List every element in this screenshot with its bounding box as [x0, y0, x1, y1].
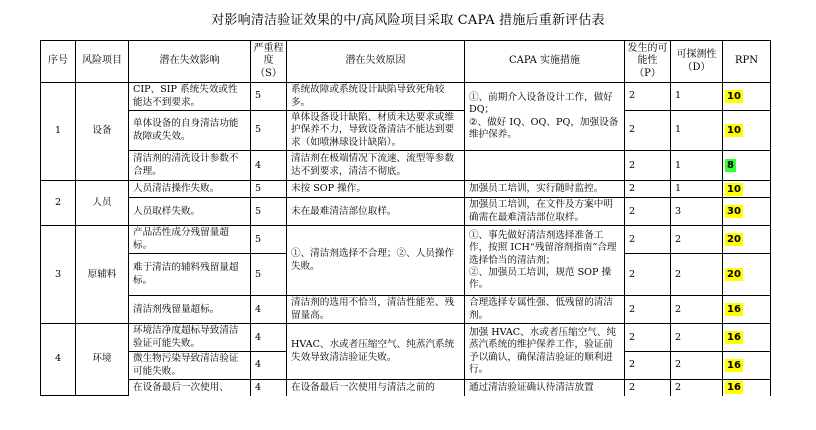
- rpn-cell: [723, 198, 771, 226]
- rpn-cell: [723, 226, 771, 254]
- header-occurrence: 发生的可能性（P）: [625, 41, 671, 83]
- page-title: 对影响清洁验证效果的中/高风险项目采取 CAPA 措施后重新评估表: [211, 13, 605, 28]
- table-row: [41, 181, 771, 198]
- occurrence-cell: 2: [625, 83, 671, 111]
- rpn-cell: [723, 83, 771, 111]
- effect-cell: 清洁剂的清洗设计参数不合理。: [129, 151, 251, 181]
- cause-cell: 在设备最后一次使用与清洁之前的: [287, 380, 465, 396]
- severity-cell: 5: [251, 111, 287, 151]
- cause-cell: 清洁剂在极端情况下流速、流型等参数达不到要求，清洁不彻底。: [287, 151, 465, 181]
- table-row: [41, 198, 771, 226]
- rpn-cell: [723, 380, 771, 396]
- risk-assessment-table: [40, 40, 771, 396]
- cause-cell: 未在最难清洁部位取样。: [287, 198, 465, 226]
- severity-cell: 4: [251, 380, 287, 396]
- table-row: [41, 83, 771, 111]
- severity-cell: 4: [251, 324, 287, 352]
- cause-cell: 未按 SOP 操作。: [287, 181, 465, 198]
- severity-cell: 5: [251, 198, 287, 226]
- severity-cell: 4: [251, 352, 287, 380]
- capa-cell: 通过清洁验证确认待清洁放置: [465, 380, 625, 396]
- cause-cell: 清洁剂的选用不恰当，清洁性能差、残留量高。: [287, 296, 465, 324]
- header-no: 序号: [41, 41, 76, 83]
- detectability-cell: 1: [671, 151, 723, 181]
- rpn-badge: 16: [727, 304, 741, 316]
- rpn-cell: [723, 151, 771, 181]
- header-risk-item: 风险项目: [76, 41, 129, 83]
- header-effect: 潜在失效影响: [129, 41, 251, 83]
- severity-cell: 5: [251, 181, 287, 198]
- capa-cell: 加强 HVAC、水或者压缩空气、纯蒸汽系统的维护保养工作，验证前予以确认，确保清洁验证的顺利进行。: [465, 324, 625, 380]
- header-severity: 严重程度（S）: [251, 41, 287, 83]
- effect-cell: 产品活性成分残留量超标。: [129, 226, 251, 254]
- severity-cell: 4: [251, 151, 287, 181]
- table-row: [41, 324, 771, 352]
- header-capa: CAPA 实施措施: [465, 41, 625, 83]
- rpn-cell: [723, 111, 771, 151]
- occurrence-cell: 2: [625, 198, 671, 226]
- rpn-badge: 20: [727, 269, 741, 281]
- occurrence-cell: 2: [625, 296, 671, 324]
- rpn-badge: 8: [727, 160, 734, 172]
- occurrence-cell: 2: [625, 111, 671, 151]
- table-row: [41, 151, 771, 181]
- severity-cell: 4: [251, 296, 287, 324]
- detectability-cell: 2: [671, 226, 723, 254]
- detectability-cell: 3: [671, 198, 723, 226]
- capa-cell: ①、事先做好清洁剂选择准备工作，按照 ICH“残留溶剂指南”合理选择恰当的清洁剂； ②、加强员工培训，规范 SOP 操作。: [465, 226, 625, 296]
- capa-cell: 加强员工培训，在文件及方案中明确需在最难清洁部位取样。: [465, 198, 625, 226]
- effect-cell: 微生物污染导致清洁验证可能失败。: [129, 352, 251, 380]
- detectability-cell: 2: [671, 324, 723, 352]
- detectability-cell: 2: [671, 380, 723, 396]
- occurrence-cell: 2: [625, 324, 671, 352]
- group-item: 原辅料: [76, 226, 129, 324]
- rpn-badge: 16: [727, 332, 741, 344]
- severity-cell: 5: [251, 83, 287, 111]
- rpn-badge: 20: [727, 234, 741, 246]
- rpn-badge: 30: [727, 206, 741, 218]
- group-no: 2: [41, 181, 76, 226]
- occurrence-cell: 2: [625, 226, 671, 254]
- group-item: 设备: [76, 83, 129, 181]
- group-no: 1: [41, 83, 76, 181]
- group-item: 人员: [76, 181, 129, 226]
- effect-cell: 清洁剂残留量超标。: [129, 296, 251, 324]
- group-item: 环境: [76, 324, 129, 396]
- occurrence-cell: 2: [625, 352, 671, 380]
- rpn-badge: 16: [727, 359, 741, 371]
- rpn-cell: [723, 324, 771, 352]
- rpn-badge: 16: [727, 382, 741, 394]
- occurrence-cell: 2: [625, 380, 671, 396]
- group-no: 3: [41, 226, 76, 324]
- header-detectability: 可探测性（D）: [671, 41, 723, 83]
- table-row: [41, 226, 771, 254]
- occurrence-cell: 2: [625, 181, 671, 198]
- occurrence-cell: 2: [625, 151, 671, 181]
- rpn-badge: 10: [727, 183, 741, 195]
- effect-cell: 难于清洁的辅料残留量超标。: [129, 254, 251, 296]
- capa-cell-empty: [465, 151, 625, 181]
- effect-cell: 在设备最后一次使用、: [129, 380, 251, 396]
- severity-cell: 5: [251, 254, 287, 296]
- rpn-cell: [723, 254, 771, 296]
- rpn-cell: [723, 296, 771, 324]
- effect-cell: 单体设备的自身清洁功能故障或失效。: [129, 111, 251, 151]
- detectability-cell: 2: [671, 296, 723, 324]
- capa-cell: 加强员工培训，实行随时监控。: [465, 181, 625, 198]
- effect-cell: 人员清洁操作失败。: [129, 181, 251, 198]
- detectability-cell: 2: [671, 254, 723, 296]
- effect-cell: 人员取样失败。: [129, 198, 251, 226]
- capa-cell: 合理选择专属性强、低残留的清洁剂。: [465, 296, 625, 324]
- header-row: [41, 41, 771, 83]
- cause-cell: 系统故障或系统设计缺陷导致死角较多。: [287, 83, 465, 111]
- table-row: [41, 380, 771, 396]
- detectability-cell: 1: [671, 181, 723, 198]
- group-no: 4: [41, 324, 76, 396]
- cause-cell: HVAC、水或者压缩空气、纯蒸汽系统失效导致清洁验证失败。: [287, 324, 465, 380]
- effect-cell: 环境洁净度超标导致清洁验证可能失败。: [129, 324, 251, 352]
- detectability-cell: 1: [671, 83, 723, 111]
- rpn-cell: [723, 181, 771, 198]
- header-rpn: RPN: [723, 41, 771, 83]
- detectability-cell: 2: [671, 352, 723, 380]
- table-row: [41, 296, 771, 324]
- occurrence-cell: 2: [625, 254, 671, 296]
- table-row: [41, 111, 771, 151]
- cause-cell: ①、清洁剂选择不合理；②、人员操作失败。: [287, 226, 465, 296]
- rpn-badge: 10: [727, 90, 741, 102]
- cause-cell: 单体设备设计缺陷、材质未达要求或维护保养不力，导致设备清洁不能达到要求（如喷淋球设计缺陷）。: [287, 111, 465, 151]
- effect-cell: CIP、SIP 系统失效或性能达不到要求。: [129, 83, 251, 111]
- capa-cell: ①、前期介入设备设计工作，做好 DQ； ②、做好 IQ、OQ、PQ，加强设备维护保养。: [465, 83, 625, 151]
- severity-cell: 5: [251, 226, 287, 254]
- detectability-cell: 1: [671, 111, 723, 151]
- rpn-badge: 10: [727, 124, 741, 136]
- header-cause: 潜在失效原因: [287, 41, 465, 83]
- rpn-cell: [723, 352, 771, 380]
